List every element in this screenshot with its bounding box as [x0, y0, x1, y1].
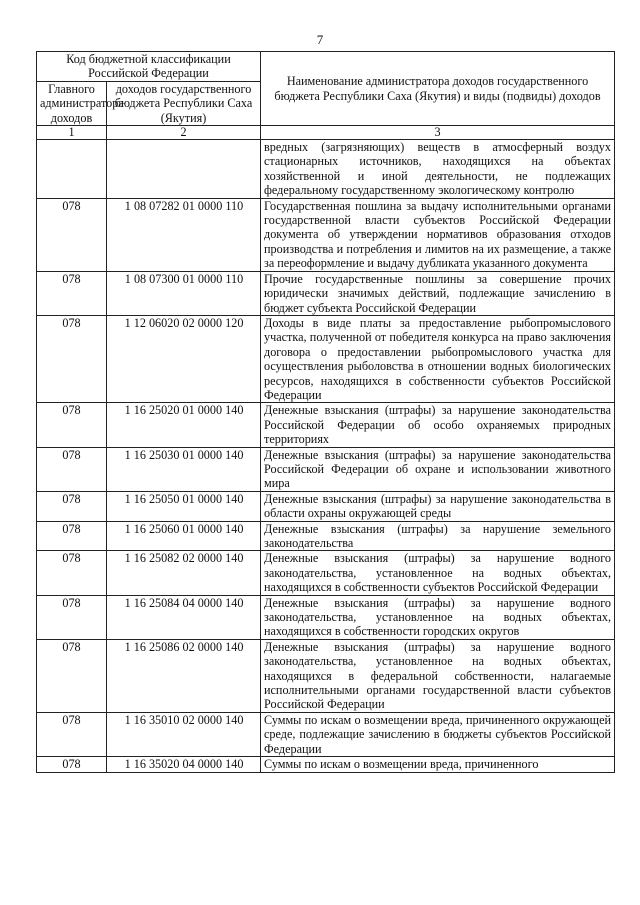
income-name-cell: Денежные взыскания (штрафы) за нарушение законодательства Российской Федерации об особо охраняемых природных территориях: [261, 403, 615, 447]
income-code-cell: 1 16 25050 01 0000 140: [107, 491, 261, 521]
table-row: [37, 639, 615, 712]
header-col3: Наименование администратора доходов государственного бюджета Республики Саха (Якутия) и виды (подвиды) доходов: [261, 52, 615, 126]
admin-code-cell: 078: [37, 551, 107, 595]
income-code-cell: 1 12 06020 02 0000 120: [107, 315, 261, 402]
income-code-cell: [107, 140, 261, 199]
income-code-cell: 1 16 25030 01 0000 140: [107, 447, 261, 491]
table-row: [37, 712, 615, 756]
income-name-cell: Денежные взыскания (штрафы) за нарушение водного законодательства, установленное на водных объектах, находящихся в собственности субъектов Российской Федерации: [261, 551, 615, 595]
header-col1: Главного администратора доходов: [37, 81, 107, 125]
header-col2: доходов государственного бюджета Республики Саха (Якутия): [107, 81, 261, 125]
table-row: [37, 271, 615, 315]
income-code-cell: 1 16 25060 01 0000 140: [107, 521, 261, 551]
header-col3-number: 3: [261, 126, 615, 140]
table-row: [37, 521, 615, 551]
income-code-cell: 1 16 25086 02 0000 140: [107, 639, 261, 712]
admin-code-cell: 078: [37, 595, 107, 639]
admin-code-cell: 078: [37, 521, 107, 551]
income-code-cell: 1 16 25020 01 0000 140: [107, 403, 261, 447]
page-number: 7: [316, 32, 324, 47]
admin-code-cell: [37, 140, 107, 199]
income-name-cell: Денежные взыскания (штрафы) за нарушение водного законодательства, установленное на водных объектах, находящихся в федеральной собственности, налагаемые исполнительными органами государственной власти субъектов Российской Федерации: [261, 639, 615, 712]
header-col2-number: 2: [107, 126, 261, 140]
income-code-cell: 1 16 25084 04 0000 140: [107, 595, 261, 639]
table-row: [37, 403, 615, 447]
table-row: [37, 315, 615, 402]
income-name-cell: Суммы по искам о возмещении вреда, причиненного окружающей среде, подлежащие зачислению в бюджеты субъектов Российской Федерации: [261, 712, 615, 756]
admin-code-cell: 078: [37, 271, 107, 315]
admin-code-cell: 078: [37, 757, 107, 772]
table-row: [37, 551, 615, 595]
income-name-cell: Государственная пошлина за выдачу исполнительными органами государственной власти субъектов Российской Федерации документа об утверждении нормативов образования отходов производства и потребления и лимитов на их размещение, а также за переоформление и выдачу дубликата указанного документа: [261, 198, 615, 271]
income-name-cell: Доходы в виде платы за предоставление рыбопромыслового участка, полученной от победителя конкурса на право заключения договора о предоставлении рыбопромыслового участка для осуществления рыболовства в отношении водных биологических ресурсов, находящихся в собственности субъектов Российской Федерации: [261, 315, 615, 402]
income-code-cell: 1 08 07300 01 0000 110: [107, 271, 261, 315]
table-row: [37, 757, 615, 772]
income-name-cell: Суммы по искам о возмещении вреда, причиненного: [261, 757, 615, 772]
admin-code-cell: 078: [37, 639, 107, 712]
income-name-cell: Денежные взыскания (штрафы) за нарушение земельного законодательства: [261, 521, 615, 551]
admin-code-cell: 078: [37, 447, 107, 491]
table-row: [37, 595, 615, 639]
income-name-cell: вредных (загрязняющих) веществ в атмосферный воздух стационарных источников, находящихся на объектах хозяйственной и иной деятельности, не подлежащих федеральному государственному экологическому контролю: [261, 140, 615, 199]
income-name-cell: Прочие государственные пошлины за совершение прочих юридически значимых действий, подлежащие зачислению в бюджет субъекта Российской Федерации: [261, 271, 615, 315]
table-row: [37, 491, 615, 521]
admin-code-cell: 078: [37, 315, 107, 402]
table-row: [37, 198, 615, 271]
admin-code-cell: 078: [37, 712, 107, 756]
income-name-cell: Денежные взыскания (штрафы) за нарушение законодательства Российской Федерации об охране и использовании животного мира: [261, 447, 615, 491]
admin-code-cell: 078: [37, 198, 107, 271]
income-code-cell: 1 08 07282 01 0000 110: [107, 198, 261, 271]
income-code-cell: 1 16 35010 02 0000 140: [107, 712, 261, 756]
admin-code-cell: 078: [37, 403, 107, 447]
budget-classification-table: [36, 51, 615, 773]
table-row: [37, 140, 615, 199]
income-name-cell: Денежные взыскания (штрафы) за нарушение законодательства в области охраны окружающей среды: [261, 491, 615, 521]
admin-code-cell: 078: [37, 491, 107, 521]
income-code-cell: 1 16 35020 04 0000 140: [107, 757, 261, 772]
income-code-cell: 1 16 25082 02 0000 140: [107, 551, 261, 595]
table-row: [37, 447, 615, 491]
income-name-cell: Денежные взыскания (штрафы) за нарушение водного законодательства, установленное на водных объектах, находящихся в собственности городских округов: [261, 595, 615, 639]
header-code-group: Код бюджетной классификации Российской Федерации: [37, 52, 261, 82]
header-col1-number: 1: [37, 126, 107, 140]
